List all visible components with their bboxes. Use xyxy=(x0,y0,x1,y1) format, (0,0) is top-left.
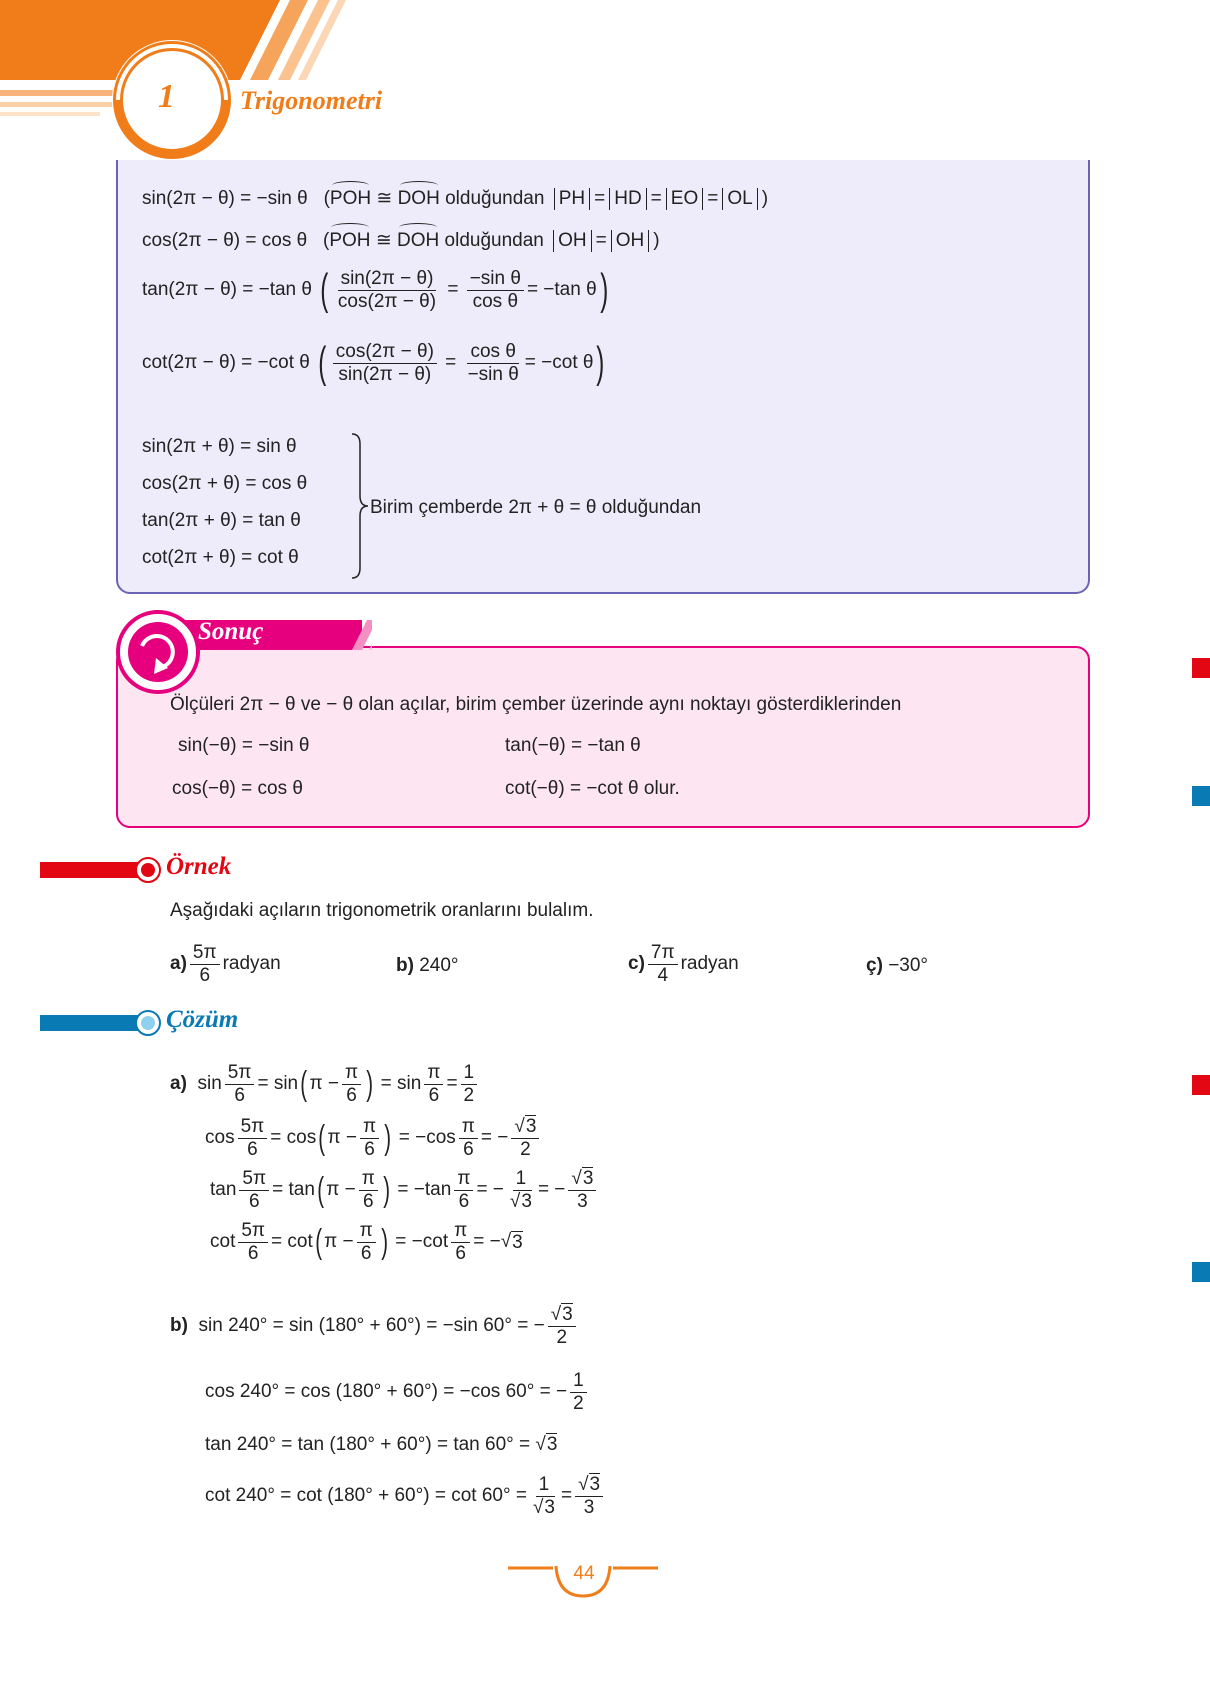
ornek-bar xyxy=(40,856,170,884)
page-header xyxy=(0,0,1210,170)
sonuc-formula-4: cot(−θ) = −cot θ olur. xyxy=(505,778,680,799)
sonuc-formula-1: sin(−θ) = −sin θ xyxy=(178,735,310,756)
formula-line-6: cos(2π + θ) = cos θ xyxy=(142,473,308,494)
side-marker-red-2 xyxy=(1192,1075,1210,1095)
cozum-a-sin: a) sin $\frac{5\pi}{6}$ = sin ( π − $\frac{\pi}{6}$ ) = sin $\frac{\pi}{6}$ = $\frac{1}{2}$ xyxy=(170,1062,480,1107)
formula-line-4: cot(2π − θ) = −cot θ ( $\frac{\cos(2\pi - \theta)}{\sin(2\pi - \theta)}$ = $\frac{\text{cos θ}}{\text{−sin θ}}$ = −cot θ ) xyxy=(142,338,605,388)
ornek-title: Örnek xyxy=(166,853,232,880)
chapter-title: Trigonometri xyxy=(240,86,383,115)
side-marker-blue-2 xyxy=(1192,1262,1210,1282)
cozum-title: Çözüm xyxy=(166,1006,239,1033)
header-graphic xyxy=(0,0,420,170)
formula-line-1: sin(2π − θ) = −sin θ (POH ≅ DOH olduğundan PH = HD = EO = OL ) xyxy=(142,188,769,209)
formula-line-8: cot(2π + θ) = cot θ xyxy=(142,547,299,568)
formula-line-3: tan(2π − θ) = −tan θ ( $\frac{\sin(2\pi - \theta)}{\cos(2\pi - \theta)}$ = $\frac{\text{−sin θ}}{\text{cos θ}}$ = −tan θ ) xyxy=(142,265,609,315)
cozum-b-cot: cot 240° = cot (180° + 60°) = cot 60° = $\frac{1}{√3}$ = $\frac{√3}{3}$ xyxy=(205,1474,606,1519)
cozum-bar xyxy=(40,1009,170,1037)
cozum-a-cot: cot $\frac{5\pi}{6}$ = cot ( π − $\frac{\pi}{6}$ ) = − cot $\frac{\pi}{6}$ = −√ 3 xyxy=(210,1220,523,1264)
ornek-item-b: b) 240° xyxy=(396,955,459,976)
ornek-item-a: a) $\frac{5\pi}{6}$ radyan xyxy=(170,942,281,986)
cozum-a-tan: tan $\frac{5\pi}{6}$ = tan ( π − $\frac{\pi}{6}$ ) = − tan $\frac{\pi}{6}$ = − $\frac{1}{√3}$ = − $\frac{√3}{3}$ xyxy=(210,1168,599,1213)
cozum-a-cos: cos $\frac{5\pi}{6}$ = cos ( π − $\frac{\pi}{6}$ ) = − cos $\frac{\pi}{6}$ = − $\frac{√3}{2}$ xyxy=(205,1116,542,1161)
sonuc-formula-2: tan(−θ) = −tan θ xyxy=(505,735,641,756)
formula-line-5: sin(2π + θ) = sin θ xyxy=(142,436,297,457)
chapter-number: 1 xyxy=(158,78,175,115)
ornek-item-c: c) $\frac{7\pi}{4}$ radyan xyxy=(628,942,739,986)
side-marker-red-1 xyxy=(1192,658,1210,678)
right-brace xyxy=(350,432,370,580)
formula-line-2: cos(2π − θ) = cos θ (POH ≅ DOH olduğundan OH = OH ) xyxy=(142,230,660,251)
sonuc-title: Sonuç xyxy=(198,618,264,645)
cozum-b-sin: b) sin 240° = sin (180° + 60°) = −sin 60° = − $\frac{√3}{2}$ xyxy=(170,1304,579,1349)
formula-line-7: tan(2π + θ) = tan θ xyxy=(142,510,301,531)
sonuc-intro: Ölçüleri 2π − θ ve − θ olan açılar, birim çember üzerinde aynı noktayı gösterdiklerinden xyxy=(170,694,902,715)
cozum-b-cos: cos 240° = cos (180° + 60°) = −cos 60° = − $\frac{1}{2}$ xyxy=(205,1370,590,1415)
ornek-item-d: ç) −30° xyxy=(866,955,929,976)
side-marker-blue-1 xyxy=(1192,786,1210,806)
cozum-b-tan: tan 240° = tan (180° + 60°) = tan 60° = √ 3 xyxy=(205,1433,558,1455)
page-number: 44 xyxy=(573,1563,595,1584)
sonuc-formula-3: cos(−θ) = cos θ xyxy=(172,778,303,799)
ornek-intro: Aşağıdaki açıların trigonometrik oranlarını bulalım. xyxy=(170,900,594,921)
brace-note: Birim çemberde 2π + θ = θ olduğundan xyxy=(370,497,702,518)
